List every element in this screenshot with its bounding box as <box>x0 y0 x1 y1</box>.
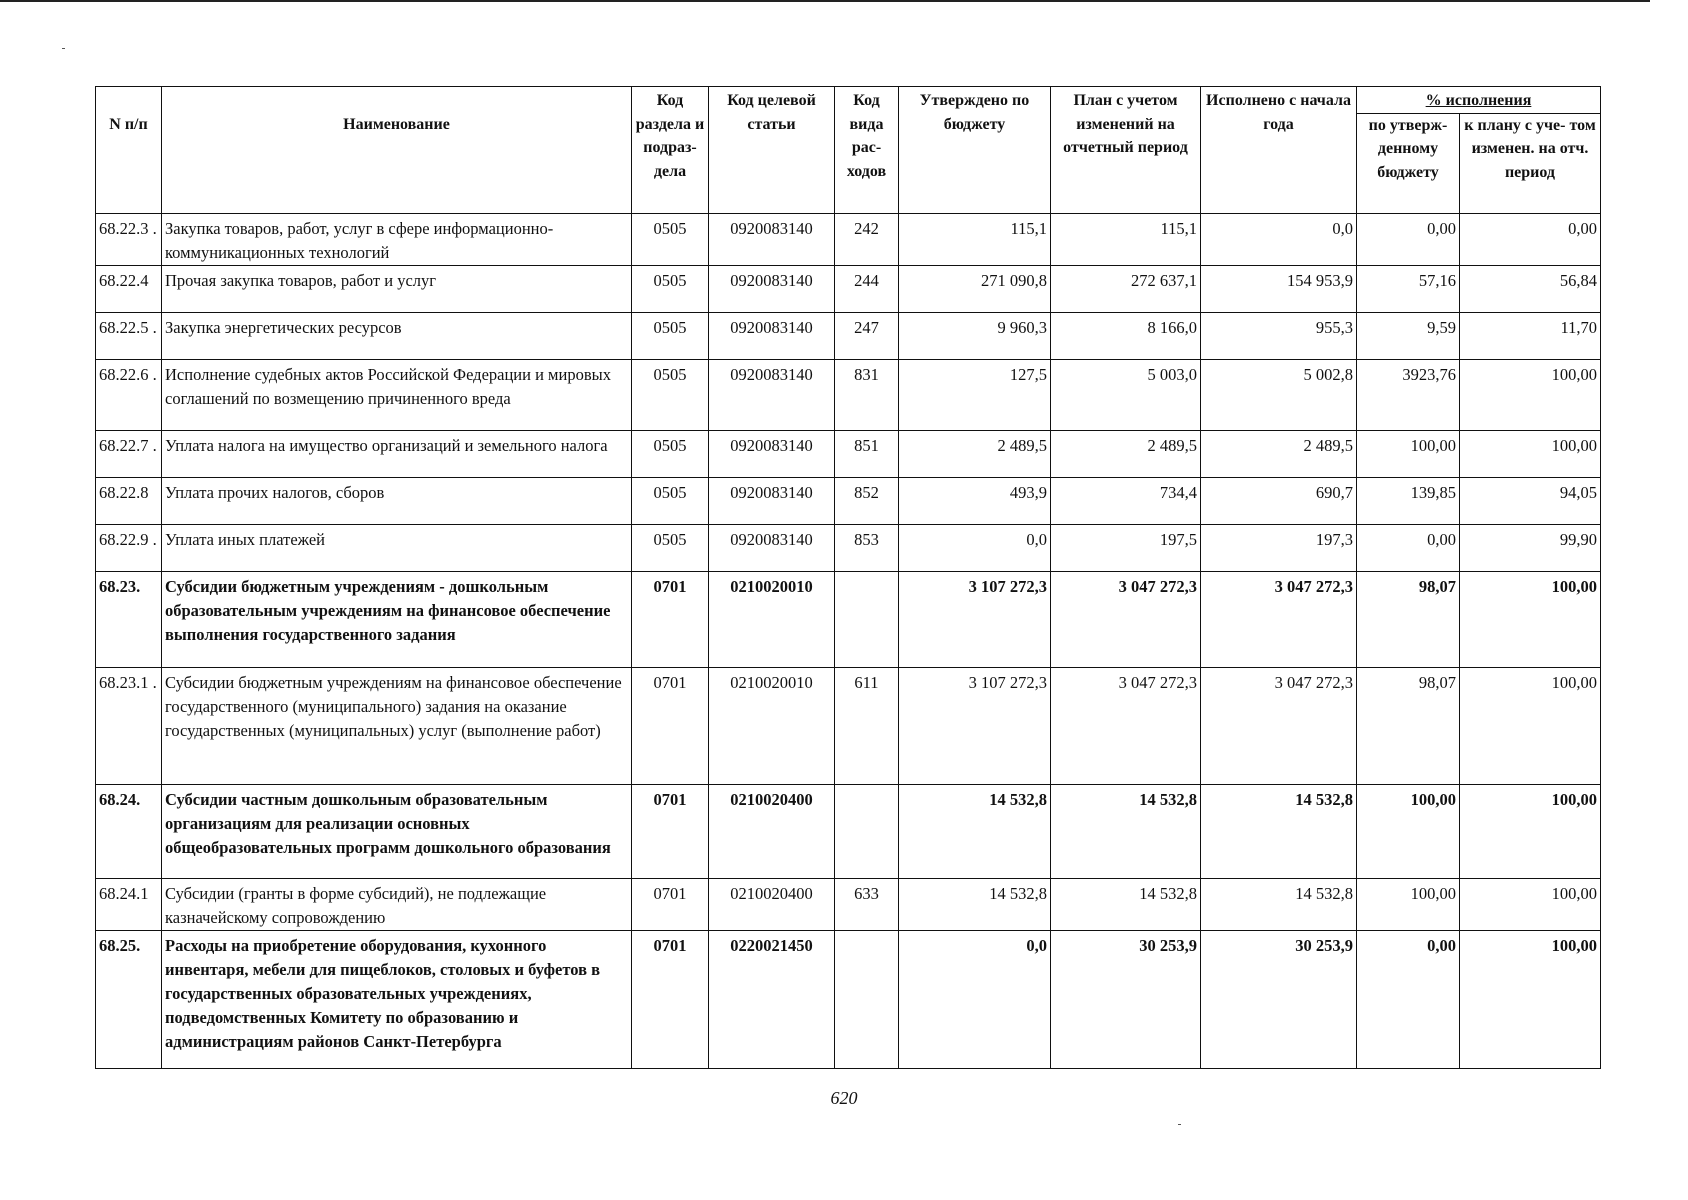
row-plan: 115,1 <box>1051 213 1201 265</box>
row-approved: 115,1 <box>899 213 1051 265</box>
row-executed: 154 953,9 <box>1201 265 1357 312</box>
row-percent-plan: 99,90 <box>1460 524 1601 571</box>
table-row <box>96 930 1601 1068</box>
col-header-percent-plan: к плану с уче- том изменен. на отч. период <box>1460 113 1601 213</box>
row-approved: 271 090,8 <box>899 265 1051 312</box>
row-section-code: 0505 <box>632 477 709 524</box>
row-approved: 3 107 272,3 <box>899 667 1051 784</box>
table-row <box>96 359 1601 430</box>
page-number: 620 <box>830 1088 858 1108</box>
row-target-code: 0920083140 <box>709 213 835 265</box>
table-row <box>96 878 1601 930</box>
row-approved: 2 489,5 <box>899 430 1051 477</box>
row-kind-code <box>835 571 899 667</box>
col-header-executed: Исполнено с начала года <box>1201 87 1357 214</box>
row-target-code: 0920083140 <box>709 477 835 524</box>
col-header-expense-kind-code: Код вида рас- ходов <box>835 87 899 214</box>
table-row <box>96 213 1601 265</box>
row-kind-code: 853 <box>835 524 899 571</box>
row-kind-code: 244 <box>835 265 899 312</box>
row-percent-budget: 0,00 <box>1357 524 1460 571</box>
row-plan: 197,5 <box>1051 524 1201 571</box>
col-header-percent-group <box>1357 87 1601 114</box>
row-section-code: 0701 <box>632 667 709 784</box>
row-executed: 690,7 <box>1201 477 1357 524</box>
row-plan: 30 253,9 <box>1051 930 1201 1068</box>
row-plan: 14 532,8 <box>1051 878 1201 930</box>
table-row <box>96 667 1601 784</box>
row-number: 68.24. <box>96 784 162 878</box>
row-number: 68.22.6 . <box>96 359 162 430</box>
row-executed: 955,3 <box>1201 312 1357 359</box>
row-percent-plan: 100,00 <box>1460 667 1601 784</box>
row-plan: 8 166,0 <box>1051 312 1201 359</box>
budget-execution-table <box>95 86 1601 1069</box>
row-kind-code: 611 <box>835 667 899 784</box>
row-percent-plan: 0,00 <box>1460 213 1601 265</box>
row-plan: 734,4 <box>1051 477 1201 524</box>
row-section-code: 0701 <box>632 878 709 930</box>
row-percent-plan: 100,00 <box>1460 571 1601 667</box>
row-section-code: 0505 <box>632 359 709 430</box>
row-target-code: 0210020010 <box>709 667 835 784</box>
row-kind-code: 242 <box>835 213 899 265</box>
row-number: 68.24.1 <box>96 878 162 930</box>
row-name: Расходы на приобретение оборудования, кухонного инвентаря, мебели для пищеблоков, столовых и буфетов в государственных образовательных учреждениях, подведомственных Комитету по образованию и администрациям районов Санкт-Петербурга <box>162 930 632 1068</box>
row-percent-plan: 94,05 <box>1460 477 1601 524</box>
row-number: 68.23.1 . <box>96 667 162 784</box>
row-percent-plan: 100,00 <box>1460 930 1601 1068</box>
row-section-code: 0701 <box>632 784 709 878</box>
row-name: Уплата прочих налогов, сборов <box>162 477 632 524</box>
budget-table-sheet <box>95 86 1600 1069</box>
row-section-code: 0505 <box>632 265 709 312</box>
table-row <box>96 477 1601 524</box>
col-header-plan: План с учетом изменений на отчетный период <box>1051 87 1201 214</box>
row-percent-plan: 100,00 <box>1460 359 1601 430</box>
row-name: Субсидии бюджетным учреждениям на финансовое обеспечение государственного (муниципального) задания на оказание государственных (муниципальных) услуг (выполнение работ) <box>162 667 632 784</box>
row-percent-budget: 57,16 <box>1357 265 1460 312</box>
row-percent-budget: 100,00 <box>1357 430 1460 477</box>
row-percent-budget: 98,07 <box>1357 667 1460 784</box>
row-kind-code <box>835 930 899 1068</box>
row-approved: 493,9 <box>899 477 1051 524</box>
row-executed: 3 047 272,3 <box>1201 571 1357 667</box>
row-target-code: 0920083140 <box>709 430 835 477</box>
col-header-target-code: Код целевой статьи <box>709 87 835 214</box>
row-kind-code <box>835 784 899 878</box>
row-approved: 14 532,8 <box>899 878 1051 930</box>
col-header-number: N п/п <box>96 87 162 214</box>
row-target-code: 0920083140 <box>709 312 835 359</box>
row-target-code: 0220021450 <box>709 930 835 1068</box>
row-number: 68.22.7 . <box>96 430 162 477</box>
row-section-code: 0505 <box>632 524 709 571</box>
row-executed: 14 532,8 <box>1201 784 1357 878</box>
table-row <box>96 571 1601 667</box>
row-name: Закупка товаров, работ, услуг в сфере информационно-коммуникационных технологий <box>162 213 632 265</box>
row-plan: 5 003,0 <box>1051 359 1201 430</box>
row-approved: 9 960,3 <box>899 312 1051 359</box>
row-name: Уплата налога на имущество организаций и земельного налога <box>162 430 632 477</box>
row-section-code: 0505 <box>632 312 709 359</box>
row-executed: 2 489,5 <box>1201 430 1357 477</box>
row-plan: 272 637,1 <box>1051 265 1201 312</box>
scan-speck <box>1178 1124 1181 1125</box>
row-kind-code: 851 <box>835 430 899 477</box>
row-plan: 2 489,5 <box>1051 430 1201 477</box>
col-header-section-code: Код раздела и подраз- дела <box>632 87 709 214</box>
row-executed: 5 002,8 <box>1201 359 1357 430</box>
row-approved: 0,0 <box>899 524 1051 571</box>
table-row <box>96 430 1601 477</box>
row-section-code: 0701 <box>632 930 709 1068</box>
row-target-code: 0210020010 <box>709 571 835 667</box>
row-name: Субсидии частным дошкольным образовательным организациям для реализации основных общеобразовательных программ дошкольного образования <box>162 784 632 878</box>
row-target-code: 0210020400 <box>709 784 835 878</box>
row-plan: 3 047 272,3 <box>1051 571 1201 667</box>
percent-group-label: % исполнения <box>1425 92 1532 109</box>
scan-speck <box>62 48 65 49</box>
row-name: Закупка энергетических ресурсов <box>162 312 632 359</box>
row-kind-code: 247 <box>835 312 899 359</box>
table-row <box>96 312 1601 359</box>
row-name: Уплата иных платежей <box>162 524 632 571</box>
row-executed: 197,3 <box>1201 524 1357 571</box>
row-number: 68.22.8 <box>96 477 162 524</box>
row-executed: 3 047 272,3 <box>1201 667 1357 784</box>
row-name: Субсидии бюджетным учреждениям - дошкольным образовательным учреждениям на финансовое обеспечение выполнения государственного задания <box>162 571 632 667</box>
row-executed: 30 253,9 <box>1201 930 1357 1068</box>
row-percent-plan: 100,00 <box>1460 430 1601 477</box>
row-plan: 14 532,8 <box>1051 784 1201 878</box>
table-row <box>96 524 1601 571</box>
row-percent-budget: 0,00 <box>1357 930 1460 1068</box>
row-plan: 3 047 272,3 <box>1051 667 1201 784</box>
row-name: Исполнение судебных актов Российской Федерации и мировых соглашений по возмещению причиненного вреда <box>162 359 632 430</box>
row-number: 68.25. <box>96 930 162 1068</box>
row-target-code: 0920083140 <box>709 359 835 430</box>
row-name: Прочая закупка товаров, работ и услуг <box>162 265 632 312</box>
row-percent-budget: 0,00 <box>1357 213 1460 265</box>
row-number: 68.22.4 <box>96 265 162 312</box>
row-approved: 14 532,8 <box>899 784 1051 878</box>
row-number: 68.22.9 . <box>96 524 162 571</box>
row-approved: 3 107 272,3 <box>899 571 1051 667</box>
row-section-code: 0505 <box>632 430 709 477</box>
row-target-code: 0920083140 <box>709 524 835 571</box>
row-number: 68.22.5 . <box>96 312 162 359</box>
row-percent-budget: 9,59 <box>1357 312 1460 359</box>
table-row <box>96 784 1601 878</box>
row-percent-budget: 98,07 <box>1357 571 1460 667</box>
col-header-percent-budget: по утверж- денному бюджету <box>1357 113 1460 213</box>
row-kind-code: 633 <box>835 878 899 930</box>
row-executed: 14 532,8 <box>1201 878 1357 930</box>
row-target-code: 0920083140 <box>709 265 835 312</box>
row-percent-budget: 100,00 <box>1357 784 1460 878</box>
row-section-code: 0505 <box>632 213 709 265</box>
row-number: 68.23. <box>96 571 162 667</box>
row-kind-code: 831 <box>835 359 899 430</box>
row-percent-budget: 3923,76 <box>1357 359 1460 430</box>
table-row <box>96 265 1601 312</box>
row-name: Субсидии (гранты в форме субсидий), не подлежащие казначейскому сопровождению <box>162 878 632 930</box>
row-percent-budget: 139,85 <box>1357 477 1460 524</box>
row-percent-plan: 100,00 <box>1460 878 1601 930</box>
row-percent-plan: 11,70 <box>1460 312 1601 359</box>
col-header-approved: Утверждено по бюджету <box>899 87 1051 214</box>
row-section-code: 0701 <box>632 571 709 667</box>
row-target-code: 0210020400 <box>709 878 835 930</box>
row-percent-budget: 100,00 <box>1357 878 1460 930</box>
col-header-name: Наименование <box>162 87 632 214</box>
row-approved: 0,0 <box>899 930 1051 1068</box>
row-percent-plan: 100,00 <box>1460 784 1601 878</box>
row-kind-code: 852 <box>835 477 899 524</box>
row-number: 68.22.3 . <box>96 213 162 265</box>
row-percent-plan: 56,84 <box>1460 265 1601 312</box>
row-executed: 0,0 <box>1201 213 1357 265</box>
row-approved: 127,5 <box>899 359 1051 430</box>
top-border-line <box>0 0 1650 2</box>
